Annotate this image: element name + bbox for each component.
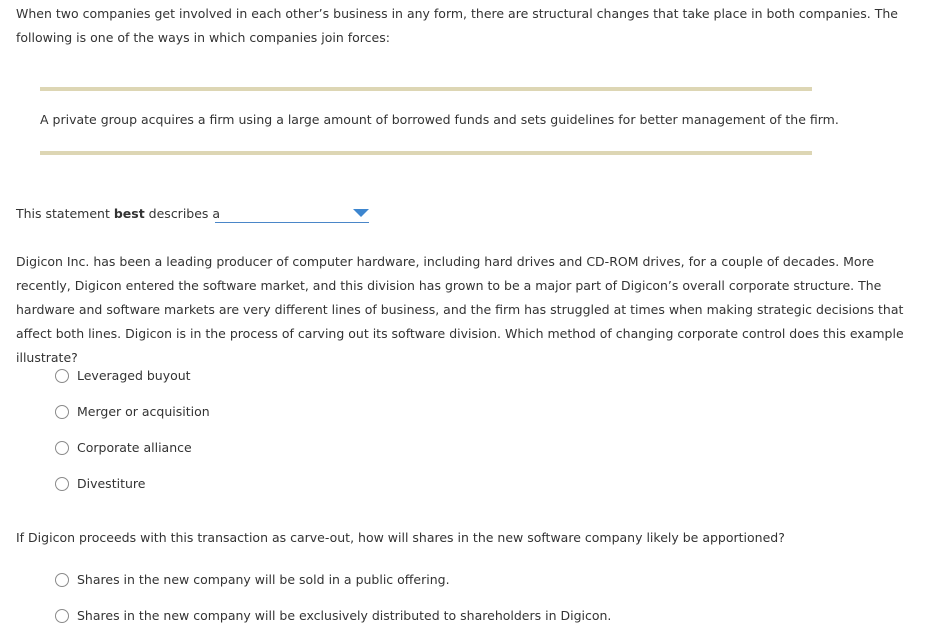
option-label: Divestiture (77, 476, 146, 491)
radio-option-corporate-alliance[interactable] (55, 438, 192, 458)
radio-button-icon[interactable] (55, 573, 69, 587)
option-label: Corporate alliance (77, 440, 192, 455)
scenario-bottom-rule (40, 151, 812, 155)
intro-paragraph: When two companies get involved in each other’s business in any form, there are structural changes that take place in both companies. The following is one of the ways in which companies join forces: (16, 6, 898, 45)
radio-button-icon[interactable] (55, 441, 69, 455)
scenario-top-rule (40, 87, 812, 91)
radio-button-icon[interactable] (55, 405, 69, 419)
dropdown-arrow-icon (353, 209, 369, 217)
option-label: Shares in the new company will be sold in a public offering. (77, 572, 450, 587)
radio-option-leveraged-buyout[interactable] (55, 366, 191, 386)
answer-dropdown[interactable] (215, 205, 369, 223)
question-digicon-method: Digicon Inc. has been a leading producer of computer hardware, including hard drives and CD-ROM drives, for a couple of decades. More recently, Digicon entered the software market, and this division has grown to be a major part of Digicon’s overall corporate structure. The hardware and software markets are very different lines of business, and the firm has struggled at times when making strategic decisions that affect both lines. Digicon is in the process of carving out its software division. Which method of changing corporate control does this example illustrate? (16, 254, 904, 365)
statement-suffix: describes a (144, 206, 221, 221)
statement-emphasis: best (113, 206, 145, 221)
radio-option-distributed-to-shareholders[interactable] (55, 606, 611, 626)
scenario-text: A private group acquires a firm using a large amount of borrowed funds and sets guidelines for better management of the firm. (40, 112, 839, 127)
radio-button-icon[interactable] (55, 477, 69, 491)
question-carve-out-shares: If Digicon proceeds with this transaction as carve-out, how will shares in the new software company likely be apportioned? (16, 530, 785, 545)
option-label: Shares in the new company will be exclusively distributed to shareholders in Digicon. (77, 608, 612, 623)
radio-option-divestiture[interactable] (55, 474, 145, 494)
statement-prefix: This statement (16, 206, 114, 221)
radio-option-public-offering[interactable] (55, 570, 450, 590)
option-label: Leveraged buyout (77, 368, 191, 383)
statement-sentence (16, 202, 220, 226)
radio-button-icon[interactable] (55, 609, 69, 623)
option-label: Merger or acquisition (77, 404, 210, 419)
radio-button-icon[interactable] (55, 369, 69, 383)
radio-option-merger-or-acquisition[interactable] (55, 402, 210, 422)
